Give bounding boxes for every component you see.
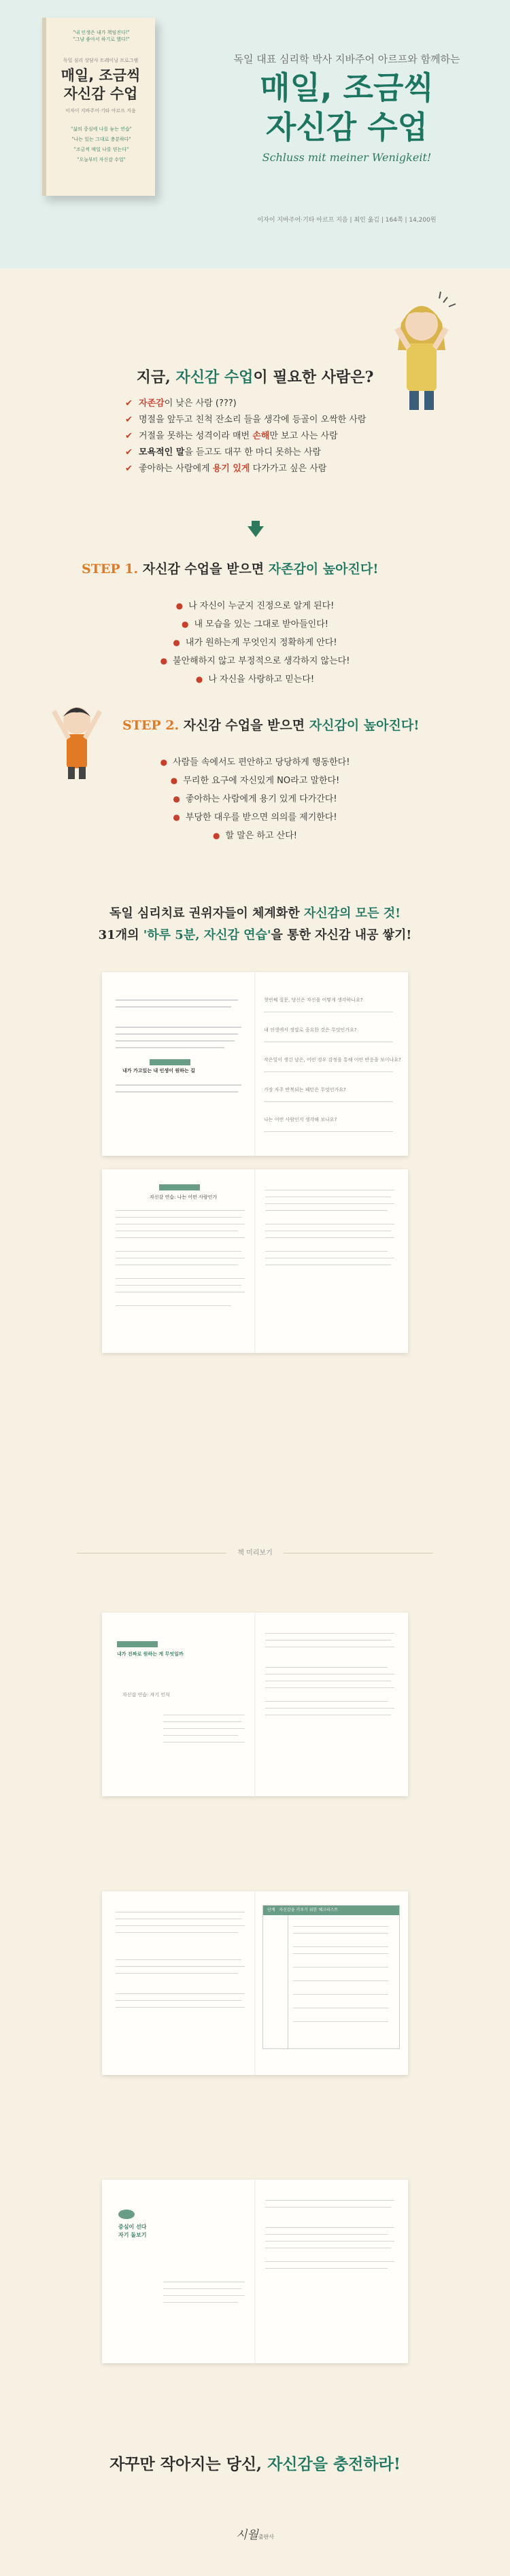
closing-tagline: 자꾸만 작아지는 당신, 자신감을 충전하라! [109, 2455, 401, 2473]
check-icon: ✔ [125, 464, 133, 474]
check-item: ✔ 거절을 못하는 성격이라 매번 손해만 보고 사는 사람 [125, 428, 411, 445]
header-lead: 독일 대표 심리학 박사 지바주어 아르프와 함께하는 [233, 53, 460, 65]
check-icon: ✔ [125, 447, 133, 458]
book-quote-1: "내 인생은 내가 책임진다!" [73, 30, 130, 35]
step1-heading: STEP 1. 자신감 수업을 받으면 자존감이 높아진다! [82, 562, 379, 577]
tag-badge [150, 1059, 190, 1065]
header-book-meta: 이자이 지바주어·기타 아르프 지음 | 최인 옮김 | 164쪽 | 14,200원 [257, 217, 437, 224]
book-title-2: 자신감 수업 [63, 86, 138, 102]
list-item: ● 부당한 대우를 받으면 의의를 제기한다! [173, 812, 337, 823]
question-1: 첫번째 질문, 당신은 자신을 어떻게 생각하나요? [264, 997, 363, 1003]
book-spread-2 [102, 1169, 408, 1353]
check-item: ✔ 좋아하는 사람에게 용기 있게 다가가고 싶은 사람 [125, 461, 411, 477]
book-quote-5: "조금씩 매일 나를 믿는다" [73, 147, 129, 152]
check-icon: ✔ [125, 431, 133, 441]
list-item: ● 불안해하지 않고 부정적으로 생각하지 않는다! [160, 656, 350, 666]
chapter-badge [118, 2210, 135, 2219]
list-item: ● 할 말은 하고 산다! [213, 831, 297, 841]
tag-badge [117, 1641, 158, 1647]
book-spread-1 [102, 972, 408, 1156]
list-item: ● 무리한 요구에 자신있게 NO라고 말한다! [170, 776, 340, 786]
list-item: ● 나 자신을 사랑하고 믿는다! [195, 674, 315, 685]
header-banner [0, 0, 510, 269]
spread-subheading: 자신감 연습: 나는 어떤 사람인가 [150, 1195, 218, 1200]
step2-heading: STEP 2. 자신감 수업을 받으면 자신감이 높아진다! [122, 718, 420, 733]
question-3: 작은일이 생긴 날은, 어떤 경우 감정을 통해 어떤 반응을 보이나요? [264, 1057, 401, 1063]
check-icon: ✔ [125, 415, 133, 425]
preview-divider: 책 미리보기 [0, 1547, 510, 1557]
check-icon: ✔ [125, 398, 133, 409]
book-spread-5 [102, 2180, 408, 2363]
spread-heading: 내가 가고있는 내 인생이 원하는 길 [122, 1068, 195, 1074]
target-checklist [125, 396, 411, 477]
publisher-logo: 시월출판사 [235, 2528, 275, 2542]
target-title-pre: 지금, [136, 368, 171, 386]
check-item: ✔ 자존감이 낮은 사람 (???) [125, 396, 411, 412]
step1-list [0, 597, 510, 689]
book-intro: 독일 심리치료 권위자들이 체계화한 자신감의 모든 것! 31개의 '하루 5분, 자신감 연습'을 통한 자신감 내공 쌓기! [98, 906, 412, 942]
chapter2-title: 중심이 선다 [118, 2224, 147, 2230]
question-4: 가장 자주 반복되는 패턴은 무엇인가요? [264, 1087, 346, 1093]
tag-badge [159, 1184, 200, 1190]
down-arrow-head [248, 526, 264, 537]
header-title-line2: 자신감 수업 [265, 109, 428, 145]
check-item: ✔ 명절을 앞두고 친척 잔소리 들을 생각에 등골이 오싹한 사람 [125, 412, 411, 428]
stressed-woman-illustration [381, 275, 462, 411]
book-quote-3: "삶의 중심에 나를 놓는 연습" [71, 126, 132, 132]
question-5: 나는 어떤 사람인지 생각해 보나요? [264, 1117, 337, 1122]
list-item: ● 좋아하는 사람에게 용기 있게 다가간다! [173, 794, 337, 804]
list-item: ● 사람들 속에서도 편안하고 당당하게 행동한다! [160, 757, 350, 768]
list-item: ● 내가 원하는게 무엇인지 정확하게 안다! [173, 638, 337, 648]
header-title-line1: 매일, 조금씩 [260, 69, 434, 106]
chapter2-sub: 자기 돌보기 [118, 2232, 147, 2238]
question-2: 내 인생에서 정말로 중요한 것은 무엇인가요? [264, 1027, 357, 1033]
step2-list [0, 753, 510, 845]
checklist-table [262, 1905, 400, 2049]
target-title-highlight: 자신감 수업 [175, 368, 254, 386]
book-spread-4 [102, 1891, 408, 2075]
book-subline: 독일 심리 상담사 트레이닝 프로그램 [63, 58, 139, 63]
book-cover [42, 18, 155, 196]
list-item: ● 내 모습을 있는 그대로 받아들인다! [181, 619, 329, 630]
check-item: ✔ 모욕적인 말을 듣고도 대꾸 한 마디 못하는 사람 [125, 445, 411, 461]
book-quote-4: "나는 있는 그대로 충분하다" [71, 137, 131, 142]
book-quote-6: "오늘부터 자신감 수업" [77, 157, 126, 162]
book-author: 이자이 지바주어·기타 아르프 지음 [65, 108, 136, 114]
book-spread-3 [102, 1613, 408, 1796]
target-title-post: 이 필요한 사람은? [253, 368, 374, 386]
chapter-tag: 자신감 연습: 자기 인식 [122, 1692, 170, 1698]
chapter-intro: 내가 진짜로 원하는 게 무엇일까 [117, 1651, 184, 1657]
header-title [204, 68, 490, 147]
table-header: 단계 자신감을 키우기 위한 체크리스트 [263, 1906, 399, 1915]
header-subtitle-german: Schluss mit meiner Wenigkeit! [262, 151, 432, 164]
target-reader-title [0, 366, 510, 387]
book-title-1: 매일, 조금씩 [61, 67, 141, 84]
list-item: ● 나 자신이 누군지 진정으로 알게 된다! [175, 601, 335, 611]
book-quote-2: "그냥 좋아서 하기로 했다!" [73, 37, 130, 42]
